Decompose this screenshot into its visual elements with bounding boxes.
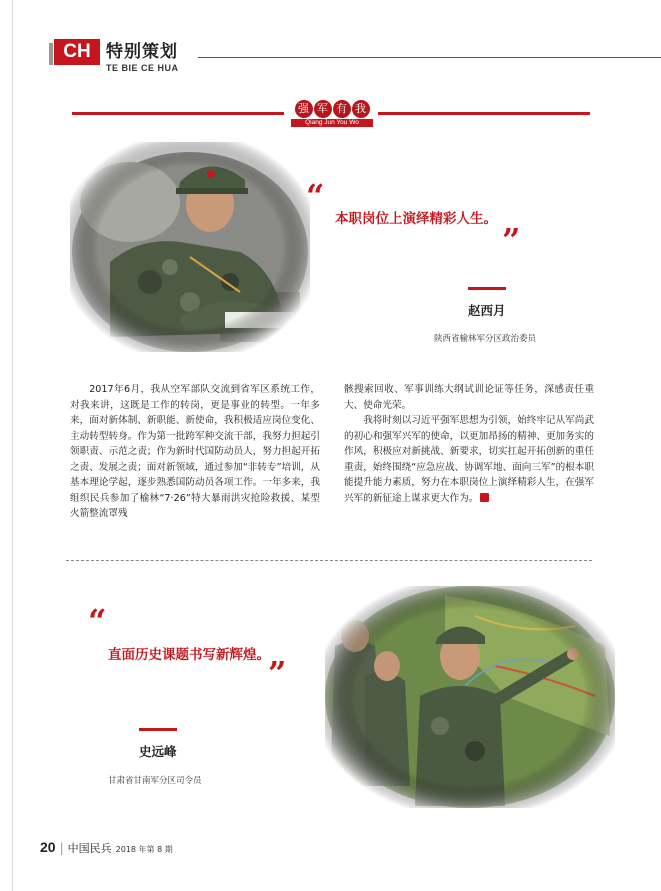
article-paragraph-text: 我将时刻以习近平强军思想为引领，始终牢记从军尚武的初心和强军兴军的使命，以更加昂扬的精神、更加务实的作风，积极应对新挑战、新要求，切实扛起开拓创新的重任重责，始终围绕“应急应战、协调军地、面向三军”的根本职能提升能力素质，努力在本职岗位上演绎精彩人生，在强军兴军的新征途上谋求更大作为。	[344, 415, 594, 504]
emblem-line-left	[72, 112, 284, 115]
section-dashed-divider	[66, 560, 592, 561]
emblem-char: 军	[314, 100, 332, 118]
quote-open-mark: “	[88, 602, 107, 640]
article-paragraph-closing	[344, 413, 594, 506]
emblem-pinyin: Qiang Jun You Wo	[291, 119, 373, 127]
emblem-char: 有	[333, 100, 351, 118]
column-emblem	[291, 100, 373, 128]
quote-open-mark: “	[306, 177, 325, 215]
profile1-name: 赵西月	[468, 303, 506, 318]
header-divider	[198, 57, 661, 58]
profile2-title: 甘肃省甘南军分区司令员	[108, 776, 202, 786]
quote-close-mark: ”	[502, 221, 521, 259]
section-subtitle: TE BIE CE HUA	[106, 63, 179, 73]
section-title: 特别策划	[106, 42, 178, 62]
emblem-char: 强	[295, 100, 313, 118]
page-edge-rule	[12, 0, 13, 891]
issue-label: 2018 年第 8 期	[115, 845, 173, 854]
profile2-quote: 直面历史课题书写新辉煌。	[108, 647, 270, 663]
article-column-left	[70, 382, 320, 522]
magazine-name: 中国民兵	[67, 842, 112, 855]
officer-writing-photo	[70, 142, 310, 352]
section-badge: CH	[54, 39, 100, 65]
article-paragraph-continued: 骸搜索回收、军事训练大纲试训论证等任务，深感责任重大、使命光荣。	[344, 384, 594, 411]
profile1-title: 陕西省榆林军分区政治委员	[434, 334, 537, 344]
emblem-char: 我	[352, 100, 370, 118]
profile1-quote: 本职岗位上演绎精彩人生。	[335, 211, 497, 227]
page-number: 20	[40, 839, 56, 855]
profile2-name: 史远峰	[139, 744, 177, 759]
quote-close-mark: ”	[268, 654, 287, 692]
emblem-line-right	[378, 112, 590, 115]
end-mark-icon: 兵	[480, 493, 489, 502]
article-paragraph: 2017年6月，我从空军部队交流到省军区系统工作，对我来讲，这既是工作的转岗，更是事业的转型。一年多来，面对新体制、新职能、新使命，我积极适应岗位变化、主动转型转身。作为第一批跨军种交流干部，我努力担起引领职责、示范之责；作为新时代国防动员人，努力担起开拓之责、发展之责；面对新领域，通过参加“非转专”培训，从基本理论学起，逐步熟悉国防动员各项工作。一年多来，我组织民兵参加了榆林“7·26”特大暴雨洪灾抢险救援、某型火箭整流罩残	[70, 384, 320, 519]
name-bar	[139, 728, 177, 731]
page-footer	[40, 839, 173, 856]
footer-separator: |	[59, 841, 64, 855]
commander-map-photo	[325, 586, 615, 808]
name-bar	[468, 287, 506, 290]
article-column-right	[344, 382, 594, 506]
